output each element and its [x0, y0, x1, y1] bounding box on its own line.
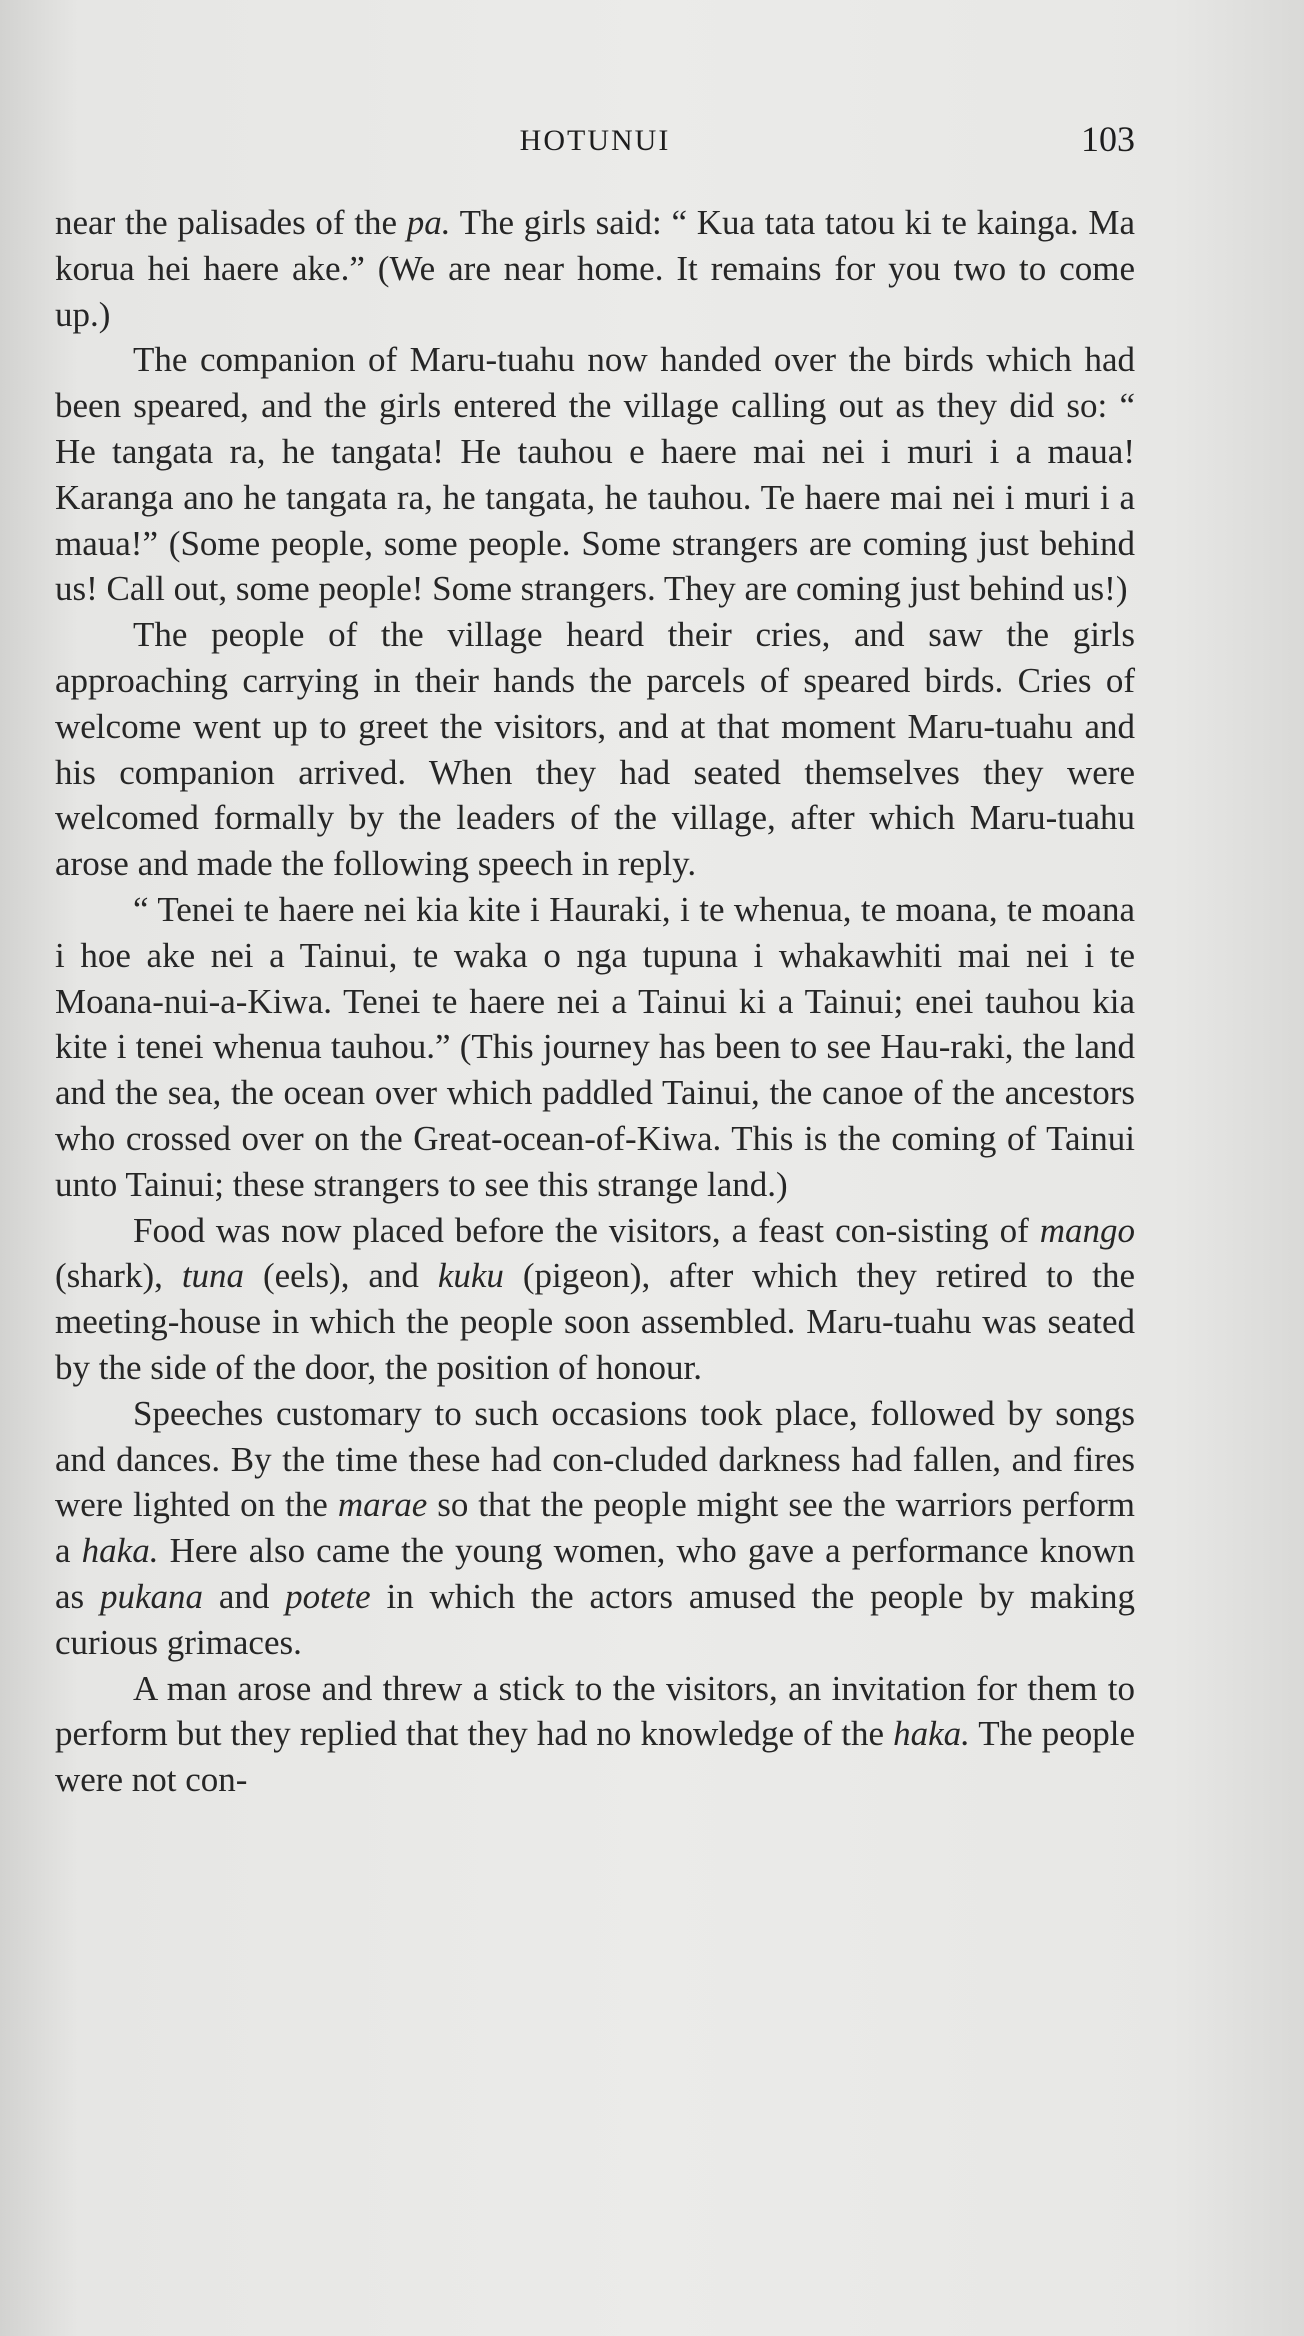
text-run: Food was now placed before the visitors, a feast con-sisting of: [133, 1210, 1040, 1250]
text-run: “ Tenei te haere nei kia kite i Hauraki, i te whenua, te moana, te moana i hoe ake nei a Tainui, te waka o nga tupuna i whakawhiti mai nei i te Moana-nui-a-Kiwa. Tenei te haere nei a Tainui ki a Tainui; enei tauhou kia kite i tenei whenua tauhou.” (This journey has been to see Hau-raki, the land and the sea, the ocean over which paddled Tainui, the canoe of the ancestors who crossed over on the Great-ocean-of-Kiwa. This is the coming of Tainui unto Tainui; these strangers to see this strange land.): [55, 889, 1135, 1204]
text-run: The people of the village heard their cries, and saw the girls approaching carrying in their hands the parcels of speared birds. Cries of welcome went up to greet the visitors, and at that moment Maru-tuahu and his companion arrived. When they had seated themselves they were welcomed formally by the leaders of the village, after which Maru-tuahu arose and made the following speech in reply.: [55, 615, 1135, 884]
paragraph: [55, 887, 1135, 1208]
italic-term: pa.: [406, 203, 451, 242]
text-run: The girls said: “ Kua tata tatou ki te kainga. Ma korua hei haere ake.” (We are near home. It remains for you two to come up.): [55, 203, 1135, 334]
text-run: (shark),: [55, 1256, 182, 1296]
text-run: The companion of Maru-tuahu now handed over the birds which had been speared, and the girls entered the village calling out as they did so: “ He tangata ra, he tangata! He tauhou e haere mai nei i muri i a maua! Karanga ano he tangata ra, he tangata, he tauhou. Te haere mai nei i muri i a maua!” (Some people, some people. Some strangers are coming just behind us! Call out, some people! Some strangers. They are coming just behind us!): [55, 340, 1135, 609]
text-run: The people were not con-: [55, 1714, 1136, 1800]
text-run: in which the actors amused the people by making curious grimaces.: [55, 1576, 1135, 1662]
page-number: 103: [1081, 119, 1135, 159]
italic-term: haka.: [81, 1531, 159, 1571]
paragraph: [55, 1666, 1135, 1803]
paragraph: [55, 612, 1135, 887]
text-run: Speeches customary to such occasions took place, followed by songs and dances. By the time these had con-cluded darkness had fallen, and fires were lighted on the: [55, 1393, 1135, 1525]
text-run: near the palisades of the: [55, 203, 407, 242]
paragraph: [55, 1391, 1135, 1666]
text-run: and: [203, 1576, 286, 1616]
italic-term: marae: [337, 1485, 428, 1525]
text-run: Here also came the young women, who gave a performance known as: [55, 1531, 1135, 1616]
running-head: HOTUNUI: [519, 124, 671, 157]
paragraph: [55, 200, 1135, 337]
italic-term: potete: [285, 1576, 371, 1616]
text-run: A man arose and threw a stick to the visitors, an invitation for them to perform but they replied that they had no knowledge of the: [55, 1668, 1135, 1754]
text-run: so that the people might see the warriors perform a: [55, 1485, 1136, 1571]
italic-term: pukana: [99, 1576, 204, 1616]
italic-term: tuna: [181, 1256, 245, 1296]
italic-term: mango: [1039, 1210, 1135, 1250]
body-text: [55, 200, 1135, 1803]
paragraph: [55, 1208, 1135, 1391]
page-header: [55, 118, 1135, 162]
text-run: (pigeon), after which they retired to the meeting-house in which the people soon assembled. Maru-tuahu was seated by the side of the door, the position of honour.: [55, 1256, 1135, 1387]
text-run: (eels), and: [244, 1256, 438, 1296]
paragraph: [55, 337, 1135, 612]
italic-term: haka.: [893, 1714, 970, 1754]
italic-term: kuku: [437, 1256, 504, 1296]
